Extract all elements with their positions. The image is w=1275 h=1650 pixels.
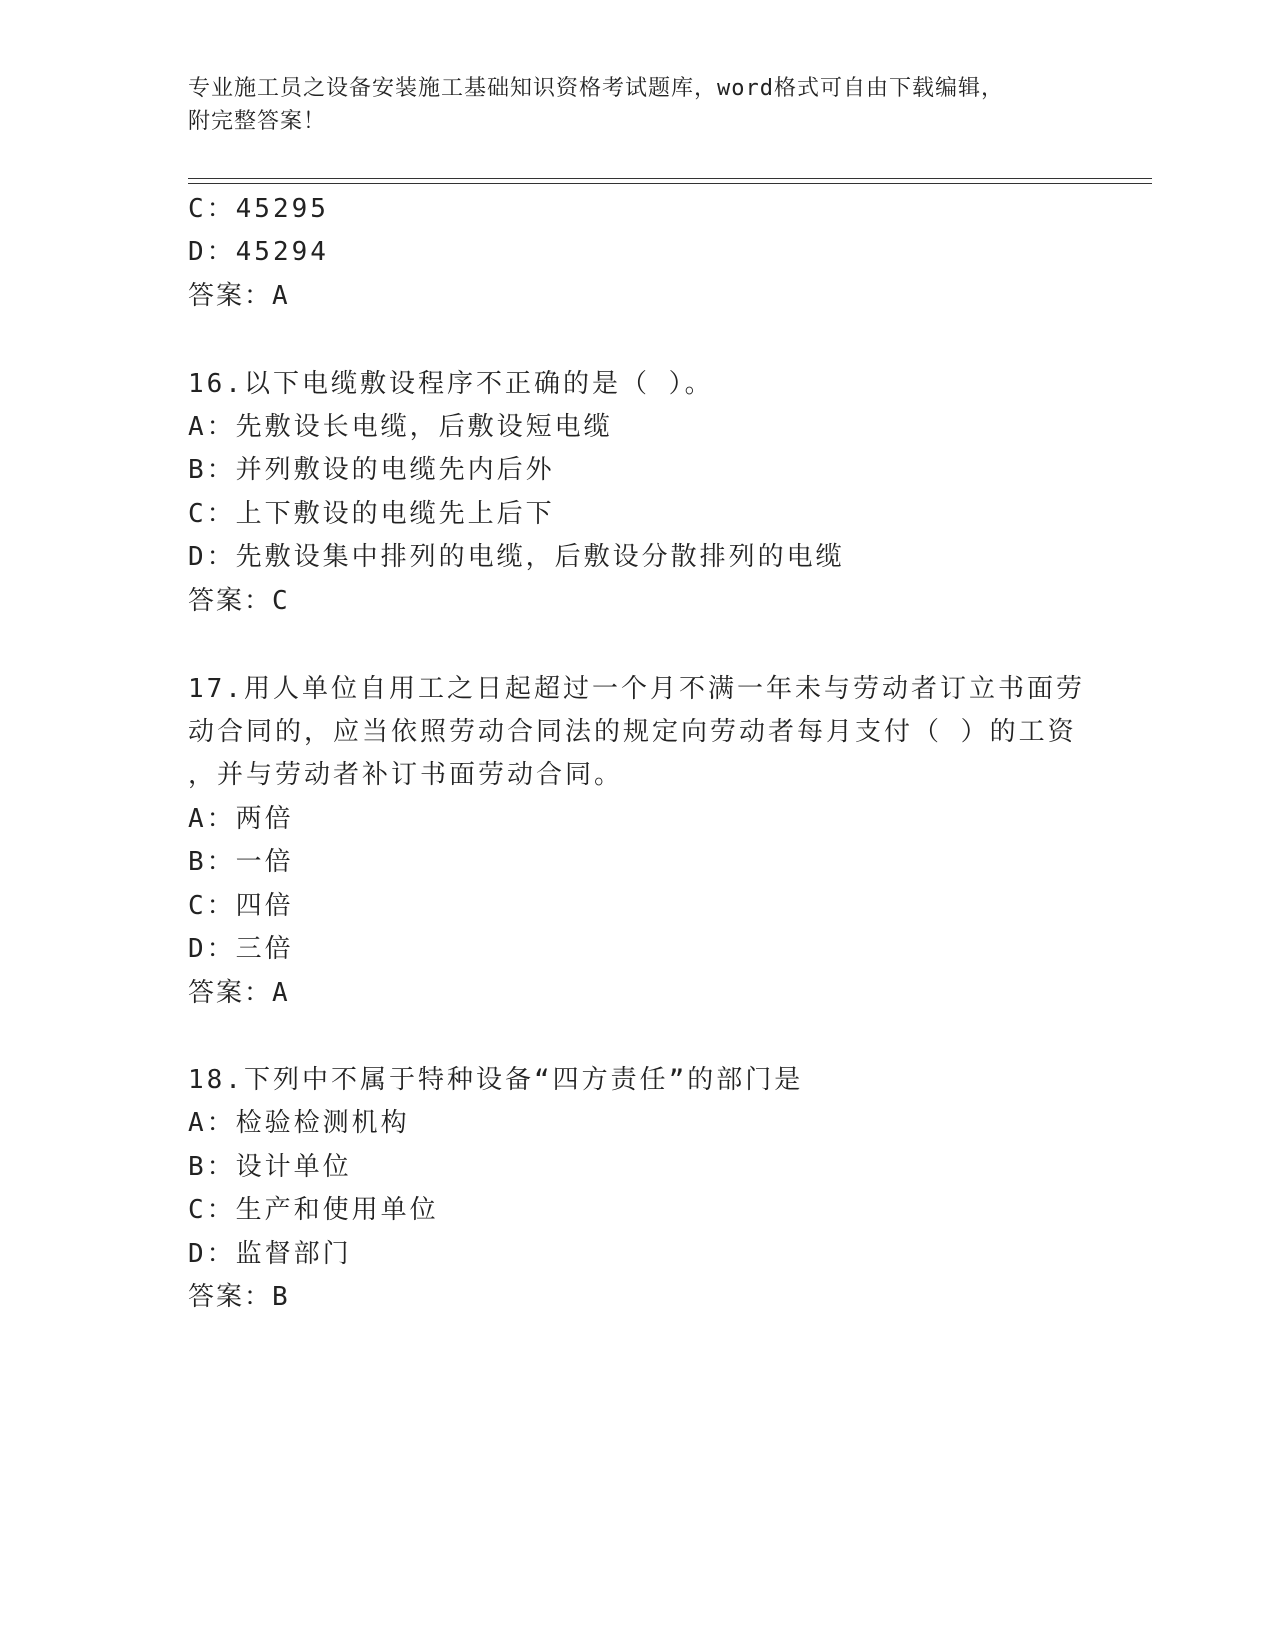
option-d: D：三倍 xyxy=(188,934,294,964)
question-17-stem-line-2: 动合同的，应当依照劳动合同法的规定向劳动者每月支付（ ）的工资 xyxy=(188,717,1077,747)
answer-line: 答案：A xyxy=(188,281,290,311)
option-c: C：45295 xyxy=(188,194,329,224)
option-a: A：两倍 xyxy=(188,804,294,834)
answer-line: 答案：C xyxy=(188,586,290,616)
document-header xyxy=(188,72,1088,138)
question-18-stem: 18.下列中不属于特种设备“四方责任”的部门是 xyxy=(188,1065,804,1095)
option-d: D：45294 xyxy=(188,237,329,267)
option-a: A：先敷设长电缆，后敷设短电缆 xyxy=(188,412,613,442)
question-16-stem: 16.以下电缆敷设程序不正确的是（ ）。 xyxy=(188,369,714,399)
option-b: B：并列敷设的电缆先内后外 xyxy=(188,455,555,485)
option-d: D：先敷设集中排列的电缆，后敷设分散排列的电缆 xyxy=(188,542,845,572)
header-divider-top xyxy=(188,178,1152,179)
option-c: C：生产和使用单位 xyxy=(188,1195,439,1225)
option-c: C：四倍 xyxy=(188,891,294,921)
header-line-2: 附完整答案！ xyxy=(188,109,327,134)
header-divider-bottom xyxy=(188,183,1152,184)
option-c: C：上下敷设的电缆先上后下 xyxy=(188,499,555,529)
answer-line: 答案：B xyxy=(188,1282,290,1312)
question-17-stem-line-3: ，并与劳动者补订书面劳动合同。 xyxy=(188,760,624,790)
option-b: B：一倍 xyxy=(188,847,294,877)
option-a: A：检验检测机构 xyxy=(188,1108,410,1138)
option-d: D：监督部门 xyxy=(188,1239,352,1269)
header-line-1: 专业施工员之设备安装施工基础知识资格考试题库，word格式可自由下载编辑， xyxy=(188,76,1004,101)
option-b: B：设计单位 xyxy=(188,1152,352,1182)
answer-line: 答案：A xyxy=(188,978,290,1008)
question-17-stem-line-1: 17.用人单位自用工之日起超过一个月不满一年未与劳动者订立书面劳 xyxy=(188,674,1085,704)
